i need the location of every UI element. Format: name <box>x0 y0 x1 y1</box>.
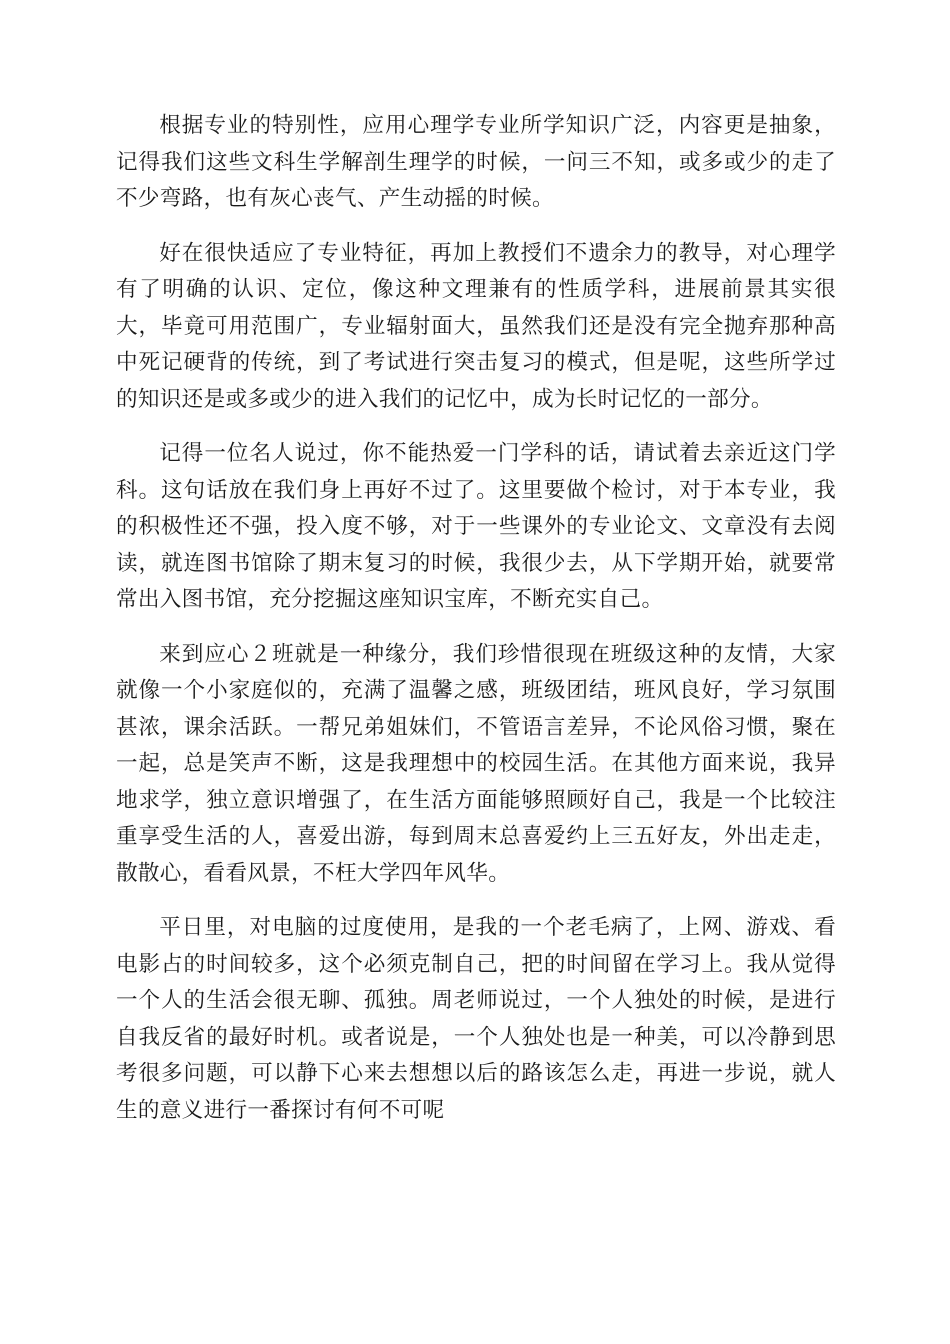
paragraph-5: 平日里，对电脑的过度使用，是我的一个老毛病了，上网、游戏、看电影占的时间较多，这个必须克制自己，把的时间留在学习上。我从觉得一个人的生活会很无聊、孤独。周老师说过，一个人独处的时候，是进行自我反省的最好时机。或者说是，一个人独处也是一种美，可以冷静到思考很多问题，可以静下心来去想想以后的路该怎么走，再进一步说，就人生的意义进行一番探讨有何不可呢 <box>116 915 836 1123</box>
paragraph-1: 根据专业的特别性，应用心理学专业所学知识广泛，内容更是抽象，记得我们这些文科生学解剖生理学的时候，一问三不知，或多或少的走了不少弯路，也有灰心丧气、产生动摇的时候。 <box>116 113 836 211</box>
paragraph-3: 记得一位名人说过，你不能热爱一门学科的话，请试着去亲近这门学科。这句话放在我们身上再好不过了。这里要做个检讨，对于本专业，我的积极性还不强，投入度不够，对于一些课外的专业论文、文章没有去阅读，就连图书馆除了期末复习的时候，我很少去，从下学期开始，就要常常出入图书馆，充分挖掘这座知识宝库，不断充实自己。 <box>116 441 836 612</box>
paragraph-4: 来到应心２班就是一种缘分，我们珍惜很现在班级这种的友情，大家就像一个小家庭似的，充满了温馨之感，班级团结，班风良好，学习氛围甚浓，课余活跃。一帮兄弟姐妹们，不管语言差异，不论风俗习惯，聚在一起，总是笑声不断，这是我理想中的校园生活。在其他方面来说，我异地求学，独立意识增强了，在生活方面能够照顾好自己，我是一个比较注重享受生活的人，喜爱出游，每到周末总喜爱约上三五好友，外出走走，散散心，看看风景，不枉大学四年风华。 <box>116 641 836 886</box>
document-body <box>116 108 836 1147</box>
paragraph-2: 好在很快适应了专业特征，再加上教授们不遗余力的教导，对心理学有了明确的认识、定位，像这种文理兼有的性质学科，进展前景其实很大，毕竟可用范围广，专业辐射面大，虽然我们还是没有完全抛弃那种高中死记硬背的传统，到了考试进行突击复习的模式，但是呢，这些所学过的知识还是或多或少的进入我们的记忆中，成为长时记忆的一部分。 <box>116 240 836 412</box>
